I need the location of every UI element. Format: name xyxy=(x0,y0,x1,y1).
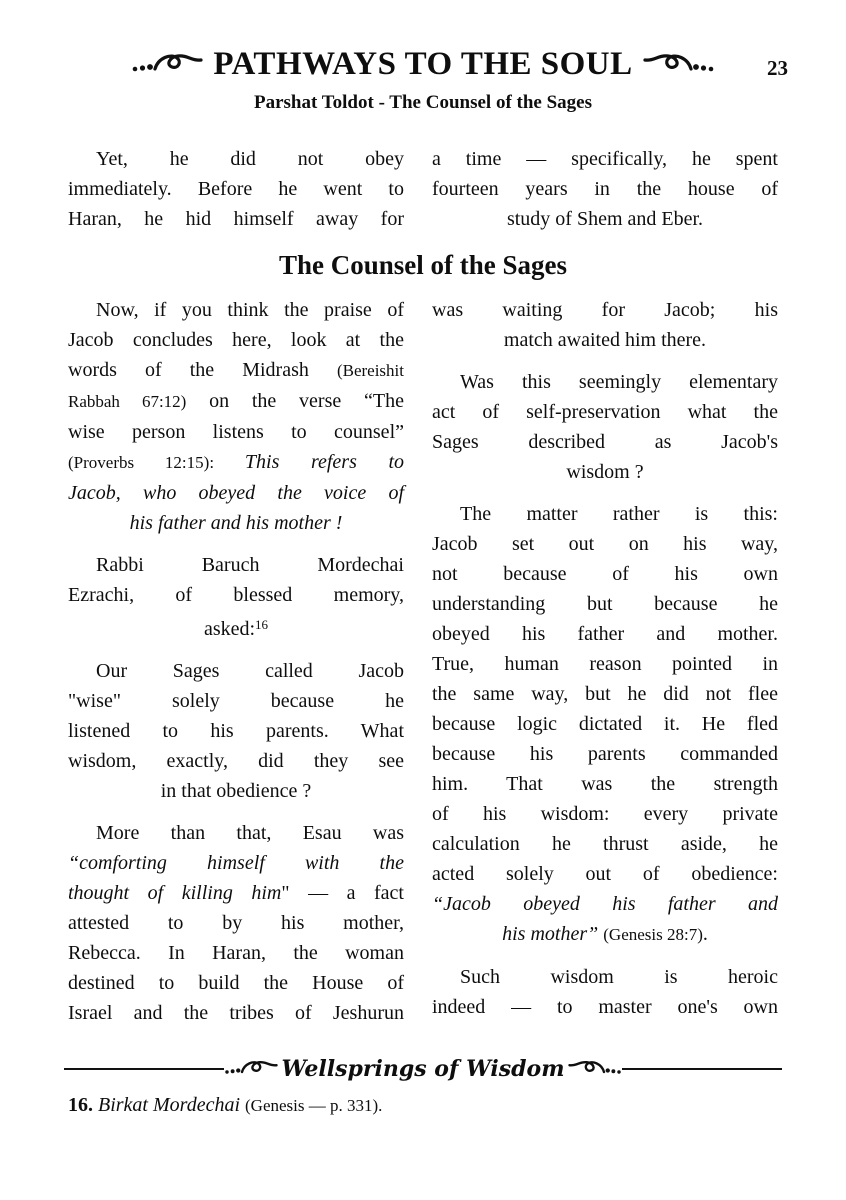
text-run: fourteen years in the house of xyxy=(432,178,778,200)
paragraph xyxy=(432,295,778,355)
text-run: destined to build the House of xyxy=(68,972,404,994)
text-line xyxy=(68,818,404,848)
text-line xyxy=(432,679,778,709)
footnote-number: 16. xyxy=(68,1094,93,1116)
text-run: listened to his parents. What xyxy=(68,720,404,742)
text-line xyxy=(68,908,404,938)
text-line xyxy=(68,580,404,610)
text-run: True, human reason pointed in xyxy=(432,653,778,675)
text-run: Rabbah 67:12) xyxy=(68,392,187,411)
flourish-right-icon xyxy=(643,52,715,78)
text-line xyxy=(68,938,404,968)
text-line xyxy=(68,508,404,538)
text-line xyxy=(432,367,778,397)
text-line xyxy=(68,174,404,204)
text-line xyxy=(68,355,404,386)
paragraph xyxy=(68,656,404,806)
text-line xyxy=(68,686,404,716)
section-heading: The Counsel of the Sages xyxy=(278,250,568,280)
text-run: Jacob, who obeyed the voice of xyxy=(68,482,404,504)
text-run: Rabbi Baruch Mordechai xyxy=(96,554,404,576)
text-line xyxy=(68,325,404,355)
text-line xyxy=(432,769,778,799)
text-run: Rebecca. In Haran, the woman xyxy=(68,942,404,964)
text-run: words of the Midrash xyxy=(68,359,337,381)
text-line xyxy=(432,144,778,174)
text-run: Now, if you think the praise of xyxy=(96,299,404,321)
footnote xyxy=(68,1094,782,1117)
text-line xyxy=(432,709,778,739)
text-line xyxy=(432,295,778,325)
paragraph xyxy=(68,818,404,1028)
text-run: because his parents commanded xyxy=(432,743,778,765)
text-run: (Bereishit xyxy=(336,361,404,380)
text-run: 16 xyxy=(255,617,269,632)
chapter-subtitle: Parshat Toldot - The Counsel of the Sages xyxy=(253,92,592,113)
text-line xyxy=(432,174,778,204)
text-line xyxy=(432,859,778,889)
text-line xyxy=(432,397,778,427)
text-line xyxy=(432,589,778,619)
text-line xyxy=(68,610,404,644)
column-main-right xyxy=(432,295,778,1028)
text-run: wise person listens to counsel” xyxy=(68,421,404,443)
text-run: obeyed his father and mother. xyxy=(432,623,778,645)
text-run: the same way, but he did not flee xyxy=(432,683,778,705)
text-run: calculation he thrust aside, he xyxy=(432,833,778,855)
text-line xyxy=(432,739,778,769)
text-line xyxy=(432,799,778,829)
footer-ornament-rule xyxy=(64,1056,782,1082)
text-run: a time — specifically, he spent xyxy=(432,148,778,170)
paragraph xyxy=(432,367,778,487)
paragraph xyxy=(68,550,404,644)
text-line xyxy=(432,457,778,487)
text-line xyxy=(68,746,404,776)
text-line xyxy=(432,499,778,529)
text-run: Ezrachi, of blessed memory, xyxy=(68,584,404,606)
text-run: Jacob concludes here, look at the xyxy=(68,329,404,351)
text-run: The matter rather is this: xyxy=(460,503,778,525)
text-line xyxy=(68,656,404,686)
text-line xyxy=(432,427,778,457)
text-run: Yet, he did not obey xyxy=(96,148,404,170)
text-run: match awaited him there. xyxy=(503,329,707,351)
text-line xyxy=(68,848,404,878)
footnote-reference: (Genesis — p. 331). xyxy=(245,1096,383,1115)
text-run: (Genesis 28:7) xyxy=(603,925,703,944)
text-line xyxy=(68,776,404,806)
text-line xyxy=(68,550,404,580)
text-run: Our Sages called Jacob xyxy=(96,660,404,682)
text-line xyxy=(432,559,778,589)
flourish-left-icon xyxy=(224,1059,278,1079)
text-line xyxy=(68,716,404,746)
text-run: This refers to xyxy=(244,451,404,473)
text-run: because logic dictated it. He fled xyxy=(432,713,778,735)
text-run: study of Shem and Eber. xyxy=(506,208,704,230)
rule-right xyxy=(622,1068,782,1070)
book-title: PATHWAYS TO THE SOUL xyxy=(213,46,633,82)
text-run: of his wisdom: every private xyxy=(432,803,778,825)
text-line xyxy=(68,144,404,174)
text-line xyxy=(68,204,404,234)
text-run: indeed — to master one's own xyxy=(432,996,778,1018)
paragraph xyxy=(432,499,778,950)
text-line xyxy=(432,992,778,1022)
text-run: . xyxy=(702,923,708,945)
text-run: Haran, he hid himself away for xyxy=(68,208,404,230)
flourish-right-icon xyxy=(568,1059,622,1079)
text-line xyxy=(68,968,404,998)
text-line xyxy=(432,649,778,679)
text-run: attested to by his mother, xyxy=(68,912,404,934)
text-run: Jacob set out on his way, xyxy=(432,533,778,555)
text-run: (Proverbs 12:15): xyxy=(68,453,245,472)
paragraph xyxy=(432,144,778,234)
text-run: understanding but because he xyxy=(432,593,778,615)
page-number: 23 xyxy=(767,56,788,80)
page-header xyxy=(0,0,846,114)
text-run: "wise" solely because he xyxy=(68,690,404,712)
text-run: on the verse “The xyxy=(186,390,404,412)
text-run: Israel and the tribes of Jeshurun xyxy=(68,1002,404,1024)
text-run: immediately. Before he went to xyxy=(68,178,404,200)
paragraph xyxy=(432,962,778,1022)
text-run: " — a fact xyxy=(281,882,404,904)
paragraph xyxy=(68,295,404,538)
text-run: was waiting for Jacob; his xyxy=(432,299,778,321)
footer-motto: Wellsprings of Wisdom xyxy=(281,1056,565,1082)
text-run: him. That was the strength xyxy=(432,773,778,795)
text-line xyxy=(68,417,404,447)
text-run: his mother” xyxy=(502,923,604,945)
text-run: his father and his mother ! xyxy=(129,512,343,534)
text-line xyxy=(432,919,778,950)
text-run: wisdom, exactly, did they see xyxy=(68,750,404,772)
text-run: act of self-preservation what the xyxy=(432,401,778,423)
text-run: Was this seemingly elementary xyxy=(460,371,778,393)
text-line xyxy=(432,325,778,355)
text-line xyxy=(432,529,778,559)
text-run: in that obedience ? xyxy=(160,780,312,802)
text-line xyxy=(68,295,404,325)
flourish-left-icon xyxy=(131,52,203,78)
text-run: wisdom ? xyxy=(566,461,644,483)
text-run: thought of killing him xyxy=(68,882,282,904)
text-line xyxy=(68,878,404,908)
rule-left xyxy=(64,1068,224,1070)
column-top-right xyxy=(432,144,778,234)
text-run: Sages described as Jacob's xyxy=(432,431,778,453)
text-line xyxy=(432,962,778,992)
text-line xyxy=(68,447,404,478)
text-line xyxy=(68,386,404,417)
text-line xyxy=(432,889,778,919)
text-line xyxy=(432,619,778,649)
text-line xyxy=(432,204,778,234)
text-run: not because of his own xyxy=(432,563,778,585)
text-run: asked: xyxy=(203,618,256,640)
text-body xyxy=(68,144,778,1028)
text-run: More than that, Esau was xyxy=(96,822,404,844)
page-footer xyxy=(64,1056,782,1117)
text-run: Such wisdom is heroic xyxy=(460,966,778,988)
text-run: acted solely out of obedience: xyxy=(432,863,778,885)
text-run: “Jacob obeyed his father and xyxy=(432,893,778,915)
footnote-source: Birkat Mordechai xyxy=(98,1094,241,1116)
paragraph xyxy=(68,144,404,234)
column-top-left xyxy=(68,144,404,234)
text-line xyxy=(68,998,404,1028)
text-line xyxy=(68,478,404,508)
column-main-left xyxy=(68,295,404,1028)
text-line xyxy=(432,829,778,859)
title-row xyxy=(0,46,846,83)
text-run: “comforting himself with the xyxy=(68,852,404,874)
